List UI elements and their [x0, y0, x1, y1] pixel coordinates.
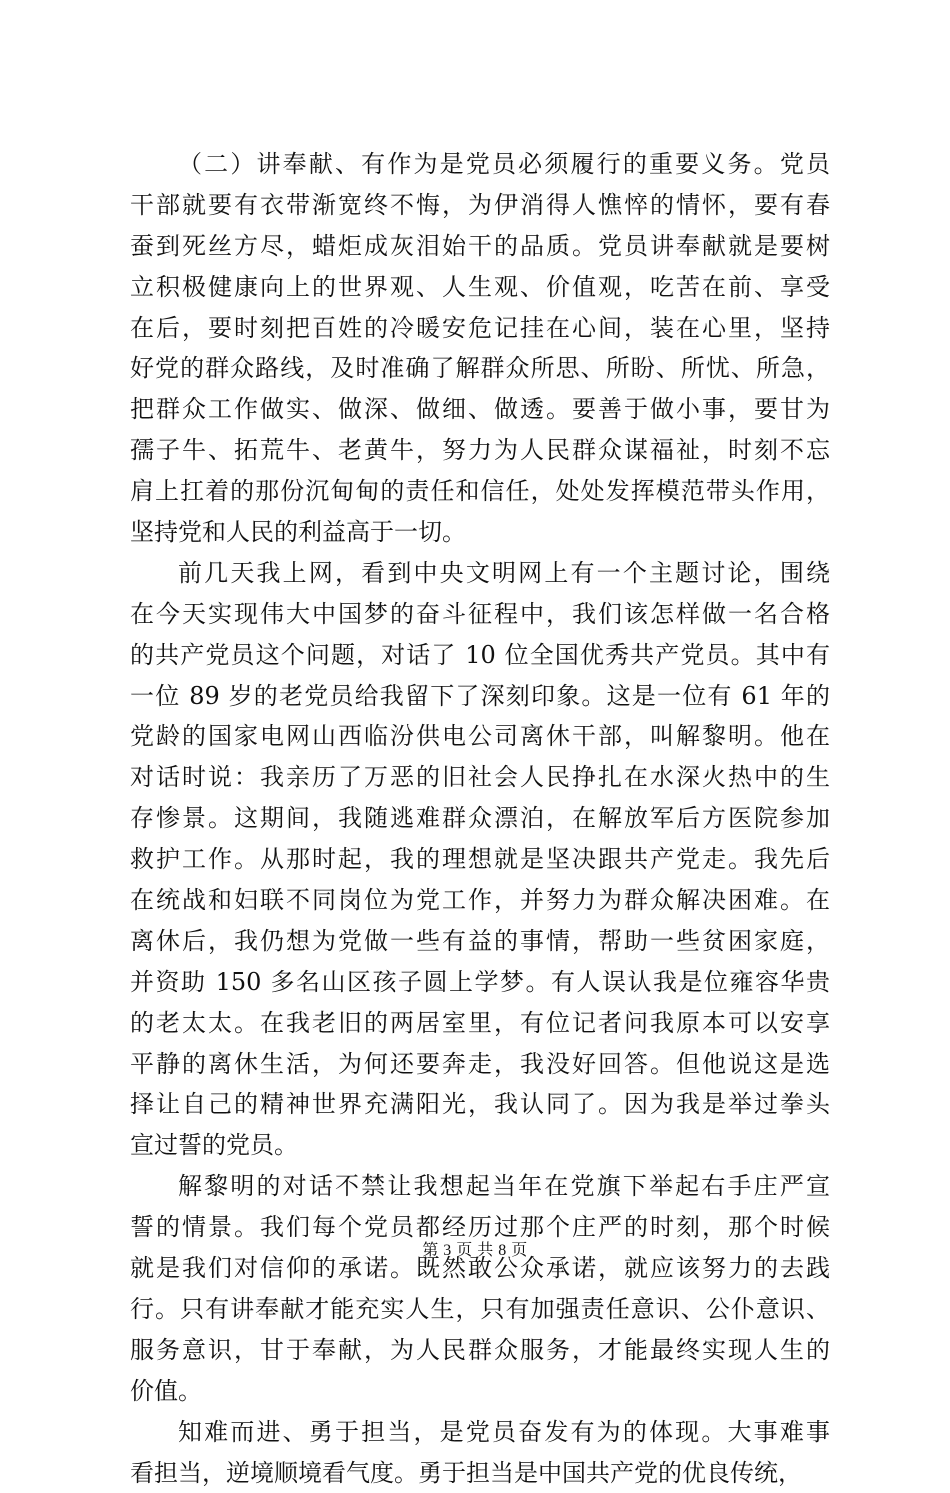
page-footer: 第 3 页 共 8 页	[0, 1237, 950, 1260]
text-line: 看担当，逆境顺境看气度。勇于担当是中国共产党的优良传统，	[130, 1453, 830, 1493]
text-line: 择让自己的精神世界充满阳光，我认同了。因为我是举过拳头	[130, 1084, 830, 1125]
text-line: 价值。	[130, 1371, 830, 1412]
text-line: 前几天我上网，看到中央文明网上有一个主题讨论，围绕	[130, 553, 830, 594]
text-line: 蚕到死丝方尽，蜡炬成灰泪始干的品质。党员讲奉献就是要树	[130, 226, 830, 267]
text-line: 干部就要有衣带渐宽终不悔，为伊消得人憔悴的情怀，要有春	[130, 185, 830, 226]
text-line: 存惨景。这期间，我随逃难群众漂泊，在解放军后方医院参加	[130, 798, 830, 839]
text-line: 解黎明的对话不禁让我想起当年在党旗下举起右手庄严宣	[130, 1166, 830, 1207]
text-line: 一位 89 岁的老党员给我留下了深刻印象。这是一位有 61 年的	[130, 676, 830, 717]
text-line: 在统战和妇联不同岗位为党工作，并努力为群众解决困难。在	[130, 880, 830, 921]
text-line: 孺子牛、拓荒牛、老黄牛，努力为人民群众谋福祉，时刻不忘	[130, 430, 830, 471]
text-line: 立积极健康向上的世界观、人生观、价值观，吃苦在前、享受	[130, 267, 830, 308]
text-line: 宣过誓的党员。	[130, 1125, 830, 1166]
paragraph	[130, 1166, 830, 1411]
text-line: 把群众工作做实、做深、做细、做透。要善于做小事，要甘为	[130, 389, 830, 430]
text-line: 平静的离休生活，为何还要奔走，我没好回答。但他说这是选	[130, 1044, 830, 1085]
text-line: 行。只有讲奉献才能充实人生，只有加强责任意识、公仆意识、	[130, 1289, 830, 1330]
text-line: 服务意识，甘于奉献，为人民群众服务，才能最终实现人生的	[130, 1330, 830, 1371]
text-line: 知难而进、勇于担当，是党员奋发有为的体现。大事难事	[130, 1412, 830, 1453]
text-line: 党龄的国家电网山西临汾供电公司离休干部，叫解黎明。他在	[130, 716, 830, 757]
text-line: 对话时说：我亲历了万恶的旧社会人民挣扎在水深火热中的生	[130, 757, 830, 798]
text-line: 的老太太。在我老旧的两居室里，有位记者问我原本可以安享	[130, 1003, 830, 1044]
text-line: 救护工作。从那时起，我的理想就是坚决跟共产党走。我先后	[130, 839, 830, 880]
text-line: 在后，要时刻把百姓的冷暖安危记挂在心间，装在心里，坚持	[130, 308, 830, 349]
paragraph	[130, 553, 830, 1166]
text-line: 在今天实现伟大中国梦的奋斗征程中，我们该怎样做一名合格	[130, 594, 830, 635]
text-line: 坚持党和人民的利益高于一切。	[130, 512, 830, 553]
paragraph	[130, 1412, 830, 1493]
text-line: 就是我们对信仰的承诺。既然敢公众承诺，就应该努力的去践	[130, 1248, 830, 1289]
text-line: （二）讲奉献、有作为是党员必须履行的重要义务。党员	[130, 144, 830, 185]
text-line: 离休后，我仍想为党做一些有益的事情，帮助一些贫困家庭，	[130, 921, 830, 962]
body-text	[130, 144, 830, 1493]
text-line: 好党的群众路线，及时准确了解群众所思、所盼、所忧、所急，	[130, 348, 830, 389]
paragraph	[130, 144, 830, 553]
text-line: 的共产党员这个问题，对话了 10 位全国优秀共产党员。其中有	[130, 635, 830, 676]
text-line: 誓的情景。我们每个党员都经历过那个庄严的时刻，那个时候	[130, 1207, 830, 1248]
text-line: 并资助 150 多名山区孩子圆上学梦。有人误认我是位雍容华贵	[130, 962, 830, 1003]
text-line: 肩上扛着的那份沉甸甸的责任和信任，处处发挥模范带头作用，	[130, 471, 830, 512]
